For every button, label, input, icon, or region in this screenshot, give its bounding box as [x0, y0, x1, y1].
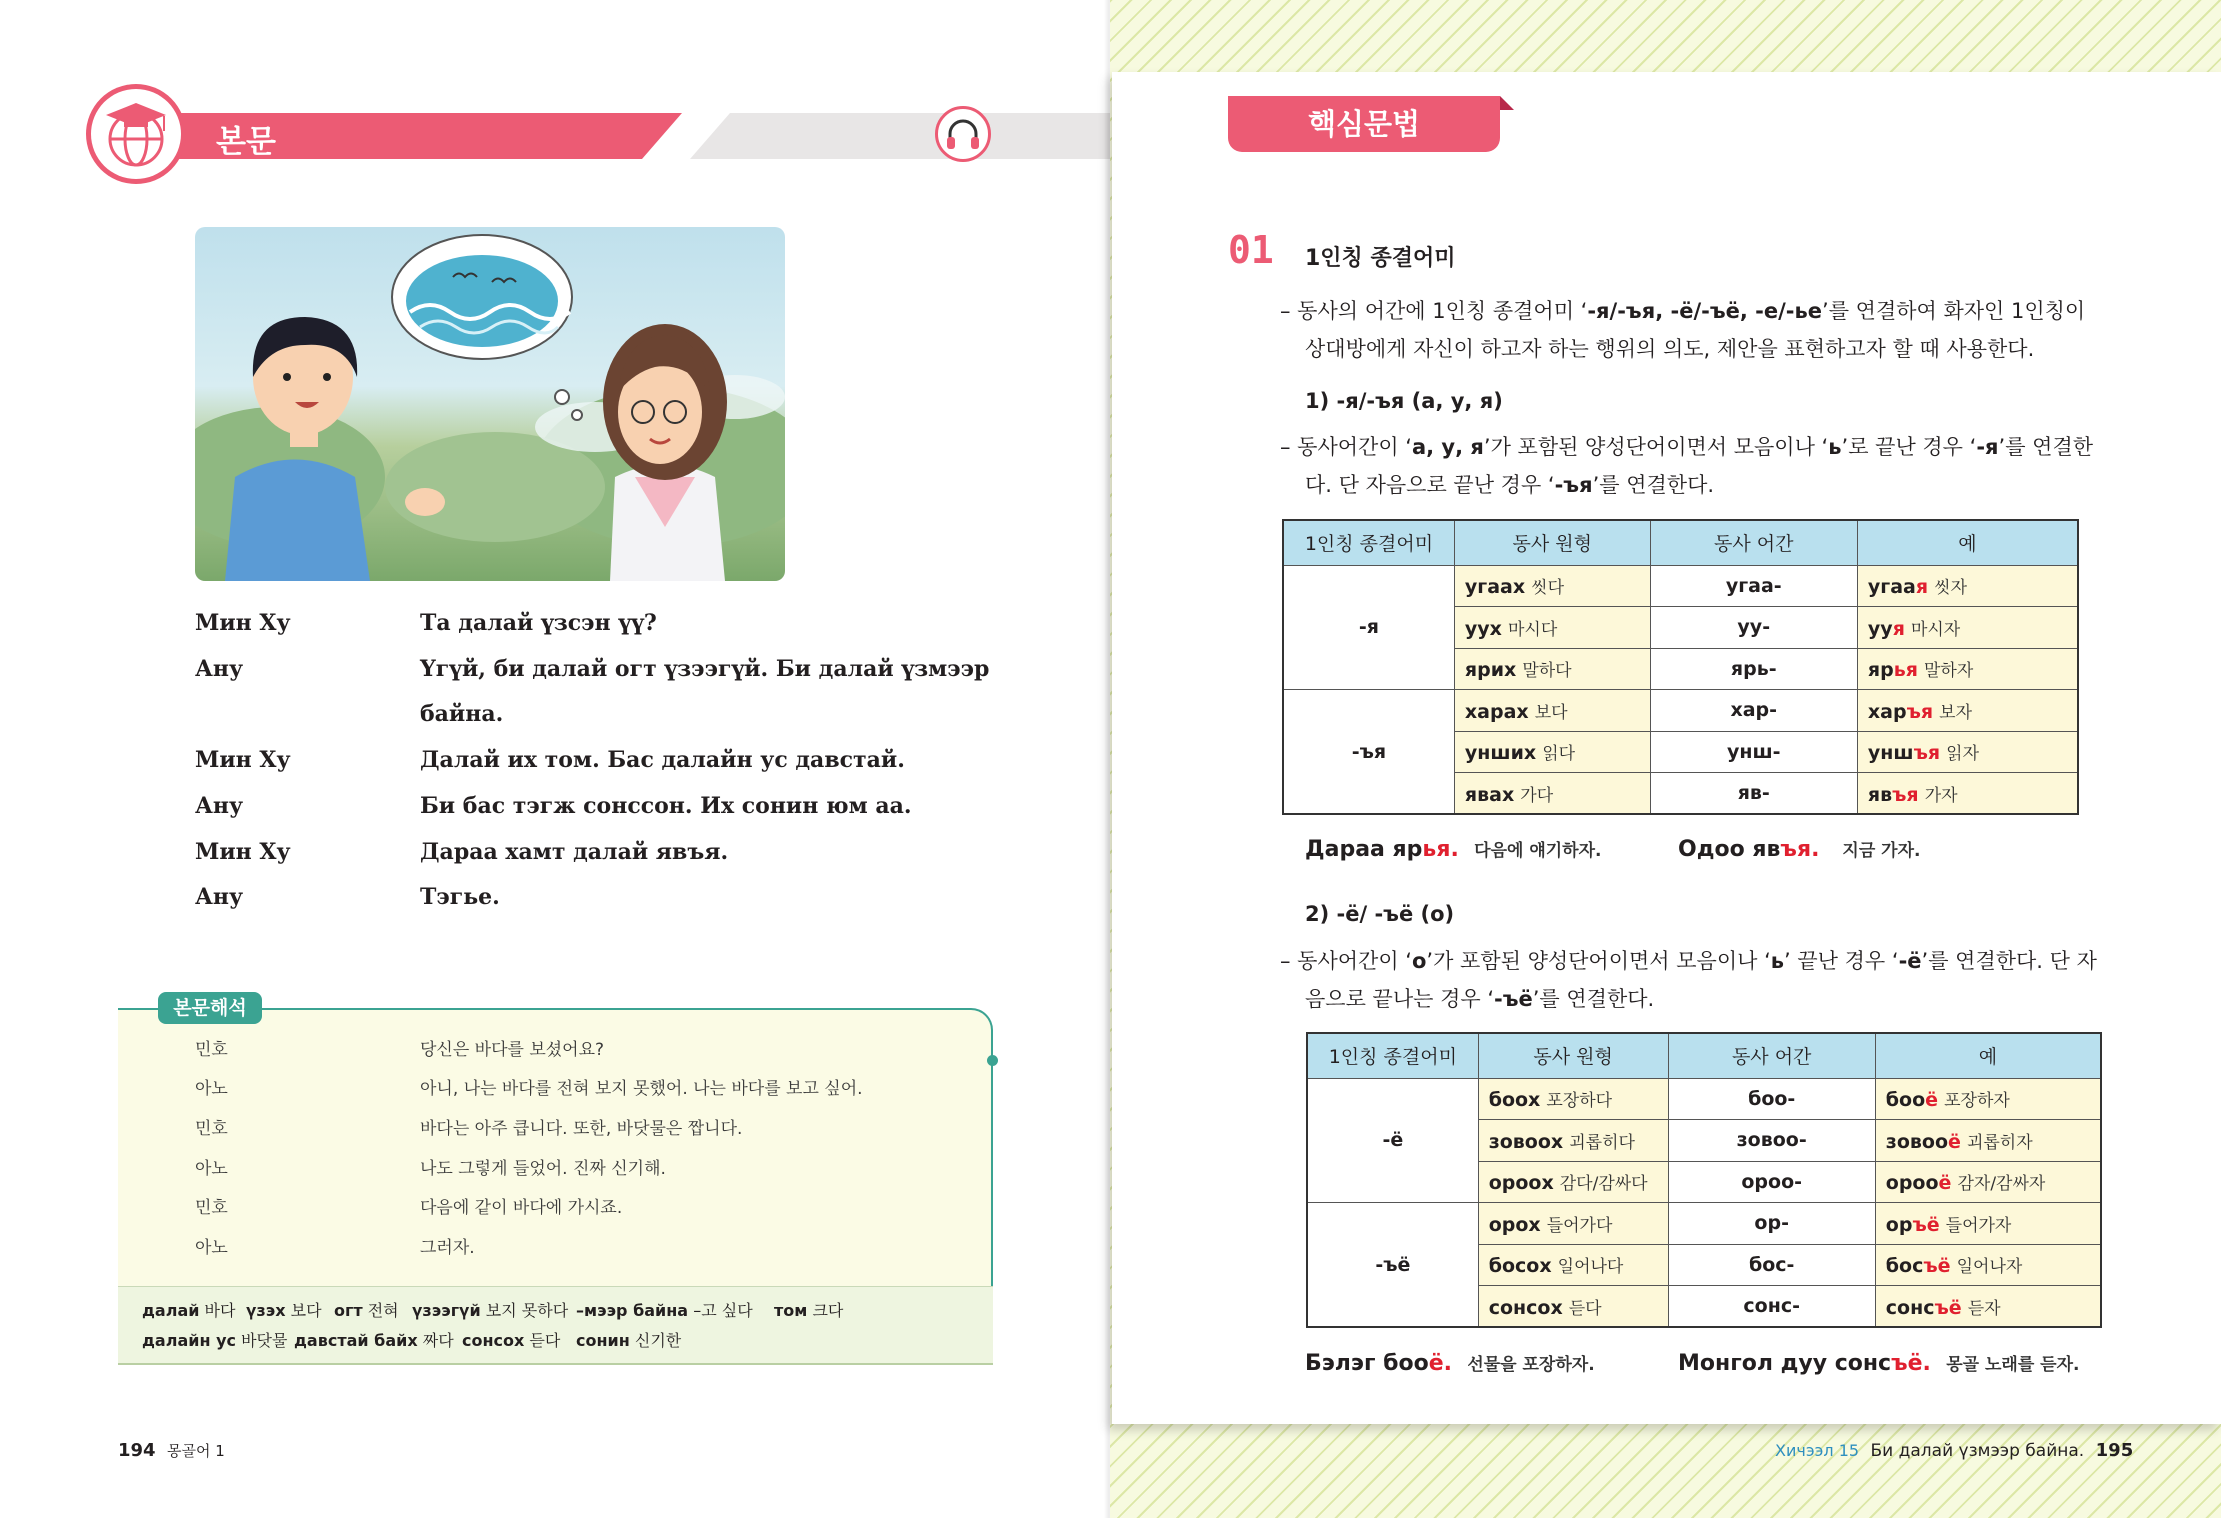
- dialogue-illustration: [195, 227, 785, 581]
- dialogue-line: Би бас тэгж сонссон. Их сонин юм аа.: [420, 793, 912, 819]
- stem-cell: ор-: [1668, 1203, 1875, 1245]
- grammar-table-1: [1282, 519, 2079, 815]
- example-cell: зовооё 괴롭히자: [1875, 1120, 2101, 1162]
- dialogue-speaker: Ану: [195, 884, 244, 910]
- dialogue-speaker: Ану: [195, 793, 244, 819]
- dialogue-line-continued: байна.: [420, 701, 504, 727]
- example-cell: уншъя 읽자: [1857, 731, 2078, 773]
- ending-cell: -ё: [1307, 1078, 1478, 1203]
- translation-speaker: 아노: [195, 1079, 228, 1099]
- stem-cell: хар-: [1650, 690, 1857, 732]
- example-cell: угаая 씻자: [1857, 565, 2078, 607]
- example-sentence: Дараа ярья. 다음에 얘기하자.: [1305, 837, 1602, 862]
- table-row: [1307, 1078, 2101, 1120]
- dialogue-line: Далай их том. Бас далайн ус давстай.: [420, 747, 905, 773]
- translation-speaker: 아노: [195, 1238, 228, 1258]
- example-sentence: Бэлэг бооё. 선물을 포장하자.: [1305, 1351, 1595, 1376]
- vocab-item: давстай байх 짜다: [294, 1331, 454, 1350]
- grammar-table-2: [1306, 1032, 2102, 1328]
- example-cell: оръё 들어가자: [1875, 1203, 2101, 1245]
- dialogue-line: Та далай үзсэн үү?: [420, 610, 657, 636]
- vocab-item: далай 바다: [142, 1301, 236, 1320]
- dialogue-line: Тэгье.: [420, 884, 500, 910]
- vocab-item: огт 전혀: [334, 1301, 399, 1320]
- stem-cell: ороо-: [1668, 1161, 1875, 1203]
- stem-cell: уу-: [1650, 607, 1857, 649]
- vocab-item: сонсох 듣다: [462, 1331, 561, 1350]
- subsection-desc: – 동사어간이 ‘о’가 포함된 양성단어이면서 모음이나 ‘ь’ 끝난 경우 ‘-ё’를 연결한다. 단 자: [1280, 949, 2097, 973]
- vocab-item: далайн ус 바닷물: [142, 1331, 288, 1350]
- example-cell: сонсъё 듣자: [1875, 1286, 2101, 1328]
- page-title: 본문: [216, 124, 276, 160]
- page-number: 195: [2095, 1440, 2134, 1461]
- lesson-number: Хичээл 15: [1775, 1441, 1860, 1460]
- table-header: 동사 원형: [1454, 520, 1650, 565]
- dialogue-line: Үгүй, би далай огт үзээгүй. Би далай үзмээр: [420, 656, 990, 682]
- dialogue-line: Дараа хамт далай явъя.: [420, 839, 729, 865]
- translation-speaker: 아노: [195, 1159, 228, 1179]
- section-title: 1인칭 종결어미: [1305, 246, 1456, 271]
- verb-cell: сонсох 듣다: [1478, 1286, 1668, 1328]
- right-page-title: 핵심문법: [1228, 96, 1500, 152]
- headphones-icon[interactable]: [935, 106, 991, 162]
- translation-speaker: 민호: [195, 1198, 228, 1218]
- stem-cell: зовоо-: [1668, 1120, 1875, 1162]
- example-cell: ярья 말하자: [1857, 648, 2078, 690]
- translation-line: 당신은 바다를 보셨어요?: [420, 1040, 605, 1060]
- stem-cell: унш-: [1650, 731, 1857, 773]
- table-header: 동사 원형: [1478, 1033, 1668, 1078]
- dialogue-speaker: Мин Ху: [195, 839, 291, 865]
- left-page-footer: [118, 1440, 225, 1461]
- translation-line: 바다는 아주 큽니다. 또한, 바닷물은 짭니다.: [420, 1119, 743, 1139]
- verb-cell: ярих 말하다: [1454, 648, 1650, 690]
- stem-cell: боо-: [1668, 1078, 1875, 1120]
- example-cell: бооё 포장하자: [1875, 1078, 2101, 1120]
- table-header: 예: [1857, 520, 2078, 565]
- example-cell: ууя 마시자: [1857, 607, 2078, 649]
- table-header: 1인칭 종결어미: [1307, 1033, 1478, 1078]
- subsection-title: 2) -ё/ -ъё (о): [1305, 902, 1455, 926]
- table-header: 예: [1875, 1033, 2101, 1078]
- graduation-globe-icon-inner: [91, 89, 181, 179]
- example-sentence: Монгол дуу сонсъё. 몽골 노래를 듣자.: [1678, 1351, 2080, 1376]
- translation-line: 다음에 같이 바다에 가시죠.: [420, 1198, 623, 1218]
- example-cell: орооё 감자/감싸자: [1875, 1161, 2101, 1203]
- stem-cell: яв-: [1650, 773, 1857, 815]
- stem-cell: бос-: [1668, 1244, 1875, 1286]
- dialogue-speaker: Мин Ху: [195, 747, 291, 773]
- translation-label: 본문해석: [158, 992, 262, 1024]
- verb-cell: унших 읽다: [1454, 731, 1650, 773]
- example-cell: босъё 일어나자: [1875, 1244, 2101, 1286]
- verb-cell: явах 가다: [1454, 773, 1650, 815]
- ending-cell: -ъё: [1307, 1203, 1478, 1328]
- ending-cell: -я: [1283, 565, 1454, 690]
- stem-cell: сонс-: [1668, 1286, 1875, 1328]
- ending-cell: -ъя: [1283, 690, 1454, 815]
- vocab-item: –мээр байна –고 싶다: [576, 1301, 753, 1320]
- table-row: [1307, 1203, 2101, 1245]
- table-header: 1인칭 종결어미: [1283, 520, 1454, 565]
- vocab-item: сонин 신기한: [576, 1331, 682, 1350]
- stem-cell: угаа-: [1650, 565, 1857, 607]
- verb-cell: босох 일어나다: [1478, 1244, 1668, 1286]
- subsection-title: 1) -я/-ъя (а, у, я): [1305, 389, 1503, 413]
- vocab-item: том 크다: [774, 1301, 844, 1320]
- section-number: 01: [1228, 228, 1274, 272]
- translation-speaker: 민호: [195, 1040, 228, 1060]
- left-header-grey-bar: [690, 113, 1110, 159]
- example-cell: явъя 가자: [1857, 773, 2078, 815]
- translation-line: 아니, 나는 바다를 전혀 보지 못했어. 나는 바다를 보고 싶어.: [420, 1079, 863, 1099]
- translation-box-dot: [987, 1055, 998, 1066]
- table-row: [1283, 565, 2078, 607]
- page-number: 194: [118, 1440, 156, 1461]
- verb-cell: ороох 감다/감싸다: [1478, 1161, 1668, 1203]
- subsection-desc: 음으로 끝나는 경우 ‘-ъё’를 연결한다.: [1305, 987, 1655, 1011]
- verb-cell: уух 마시다: [1454, 607, 1650, 649]
- stem-cell: ярь-: [1650, 648, 1857, 690]
- example-cell: харъя 보자: [1857, 690, 2078, 732]
- dialogue-speaker: Мин Ху: [195, 610, 291, 636]
- verb-cell: боох 포장하다: [1478, 1078, 1668, 1120]
- vocab-item: үзэх 보다: [246, 1301, 322, 1320]
- lesson-title: Би далай үзмээр байна.: [1870, 1441, 2085, 1461]
- subsection-desc: – 동사어간이 ‘а, у, я’가 포함된 양성단어이면서 모음이나 ‘ь’로 끝난 경우 ‘-я’를 연결한: [1280, 435, 2094, 459]
- table-header: 동사 어간: [1650, 520, 1857, 565]
- intro-line: 상대방에게 자신이 하고자 하는 행위의 의도, 제안을 표현하고자 할 때 사용한다.: [1305, 337, 2035, 361]
- verb-cell: угаах 씻다: [1454, 565, 1650, 607]
- translation-speaker: 민호: [195, 1119, 228, 1139]
- table-header: 동사 어간: [1668, 1033, 1875, 1078]
- left-header-bar: [110, 113, 682, 159]
- subsection-desc: 다. 단 자음으로 끝난 경우 ‘-ъя’를 연결한다.: [1305, 473, 1715, 497]
- dialogue-speaker: Ану: [195, 656, 244, 682]
- example-sentence: Одоо явъя. 지금 가자.: [1678, 837, 1921, 862]
- translation-line: 나도 그렇게 들었어. 진짜 신기해.: [420, 1159, 666, 1179]
- translation-line: 그러자.: [420, 1238, 475, 1258]
- table-row: [1283, 690, 2078, 732]
- verb-cell: харах 보다: [1454, 690, 1650, 732]
- book-title: 몽골어 1: [167, 1442, 225, 1460]
- right-page-footer: [1775, 1440, 2133, 1461]
- intro-line: – 동사의 어간에 1인칭 종결어미 ‘-я/-ъя, -ё/-ъё, -е/-ье’를 연결하여 화자인 1인칭이: [1280, 299, 2086, 323]
- vocab-item: үзээгүй 보지 못하다: [412, 1301, 569, 1320]
- verb-cell: орох 들어가다: [1478, 1203, 1668, 1245]
- verb-cell: зовоох 괴롭히다: [1478, 1120, 1668, 1162]
